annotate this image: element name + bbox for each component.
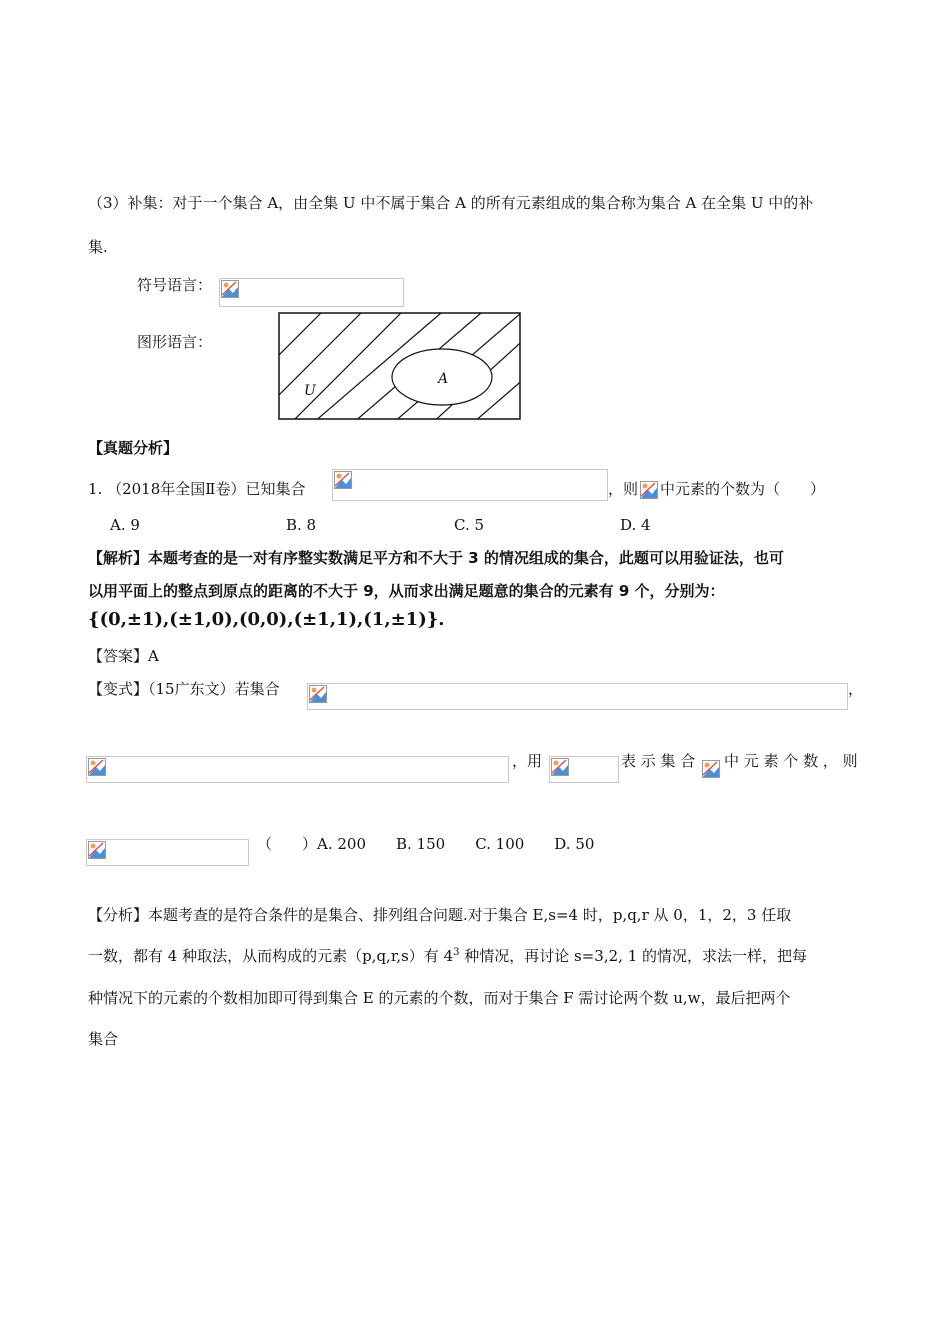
- fenxi-line3: 种情况下的元素的个数相加即可得到集合 E 的元素的个数，而对于集合 F 需讨论两个数 u,w，最后把两个: [88, 989, 791, 1007]
- q1-choice-d: D. 4: [620, 516, 651, 534]
- variant-yong: ，用: [512, 752, 543, 770]
- fenxi-line4: 集合: [88, 1030, 119, 1048]
- broken-formula-image: [86, 839, 249, 866]
- analysis-line1: 【解析】本题考查的是一对有序整实数满足平方和不大于 3 的情况组成的集合，此题可以用验证法，也可: [88, 549, 784, 567]
- variant-comma: ，: [848, 680, 864, 698]
- broken-formula-image: [219, 278, 404, 307]
- q1-stem-prefix: 1. （2018年全国Ⅱ卷）已知集合: [88, 480, 306, 498]
- symbol-language-label: 符号语言：: [137, 276, 213, 294]
- broken-formula-image: [702, 760, 722, 780]
- fenxi-line2: [88, 945, 807, 966]
- broken-formula-image: [307, 683, 848, 710]
- broken-image-icon: [640, 481, 658, 499]
- section-title: 【真题分析】: [88, 439, 179, 457]
- variant-prefix: 【变式】（15广东文）若集合: [88, 680, 280, 698]
- broken-formula-image: [332, 469, 608, 501]
- broken-formula-image: [549, 756, 619, 783]
- q1-stem-suffix: 中元素的个数为（ ）: [660, 480, 826, 498]
- broken-image-icon: [702, 760, 720, 778]
- variant-mid: 表 示 集 合: [621, 752, 696, 770]
- fenxi-line2-part1: 一数，都有 4 种取法，从而构成的元素（p,q,r,s）有 4: [88, 947, 454, 965]
- venn-diagram: [270, 305, 540, 435]
- broken-image-icon: [88, 758, 106, 776]
- analysis-formula: {(0,±1),(±1,0),(0,0),(±1,1),(1,±1)}.: [88, 609, 445, 630]
- broken-image-icon: [334, 471, 352, 489]
- fenxi-line2-sup: 3: [453, 947, 460, 958]
- complement-definition-line1: （3）补集：对于一个集合 A，由全集 U 中不属于集合 A 的所有元素组成的集合称为集合 A 在全集 U 中的补: [88, 194, 814, 212]
- q1-choice-b: B. 8: [286, 516, 317, 534]
- broken-formula-image: [86, 756, 509, 783]
- analysis-line2: 以用平面上的整点到原点的距离的不大于 9，从而求出满足题意的集合的元素有 9 个，分别为：: [88, 582, 725, 600]
- q1-stem-mid: ，则: [608, 480, 639, 498]
- variant-choices: （ ）A. 200 B. 150 C. 100 D. 50: [257, 835, 595, 853]
- graph-language-label: 图形语言：: [137, 333, 213, 351]
- broken-image-icon: [88, 841, 106, 859]
- broken-image-icon: [309, 685, 327, 703]
- venn-label-u: U: [304, 383, 316, 399]
- complement-definition-line2: 集.: [88, 238, 108, 256]
- fenxi-line2-part2: 种情况，再讨论 s=3,2, 1 的情况，求法一样，把每: [459, 947, 808, 965]
- venn-label-a: A: [438, 371, 449, 387]
- q1-choice-c: C. 5: [454, 516, 485, 534]
- broken-formula-image: [640, 481, 660, 501]
- fenxi-line1: 【分析】本题考查的是符合条件的是集合、排列组合问题.对于集合 E,s=4 时，p,q,r 从 0，1，2，3 任取: [88, 906, 792, 924]
- q1-choice-a: A. 9: [110, 516, 140, 534]
- answer-line: 【答案】A: [88, 647, 159, 665]
- broken-image-icon: [551, 758, 569, 776]
- broken-image-icon: [221, 280, 239, 298]
- variant-suffix: 中 元 素 个 数 ， 则: [724, 752, 858, 770]
